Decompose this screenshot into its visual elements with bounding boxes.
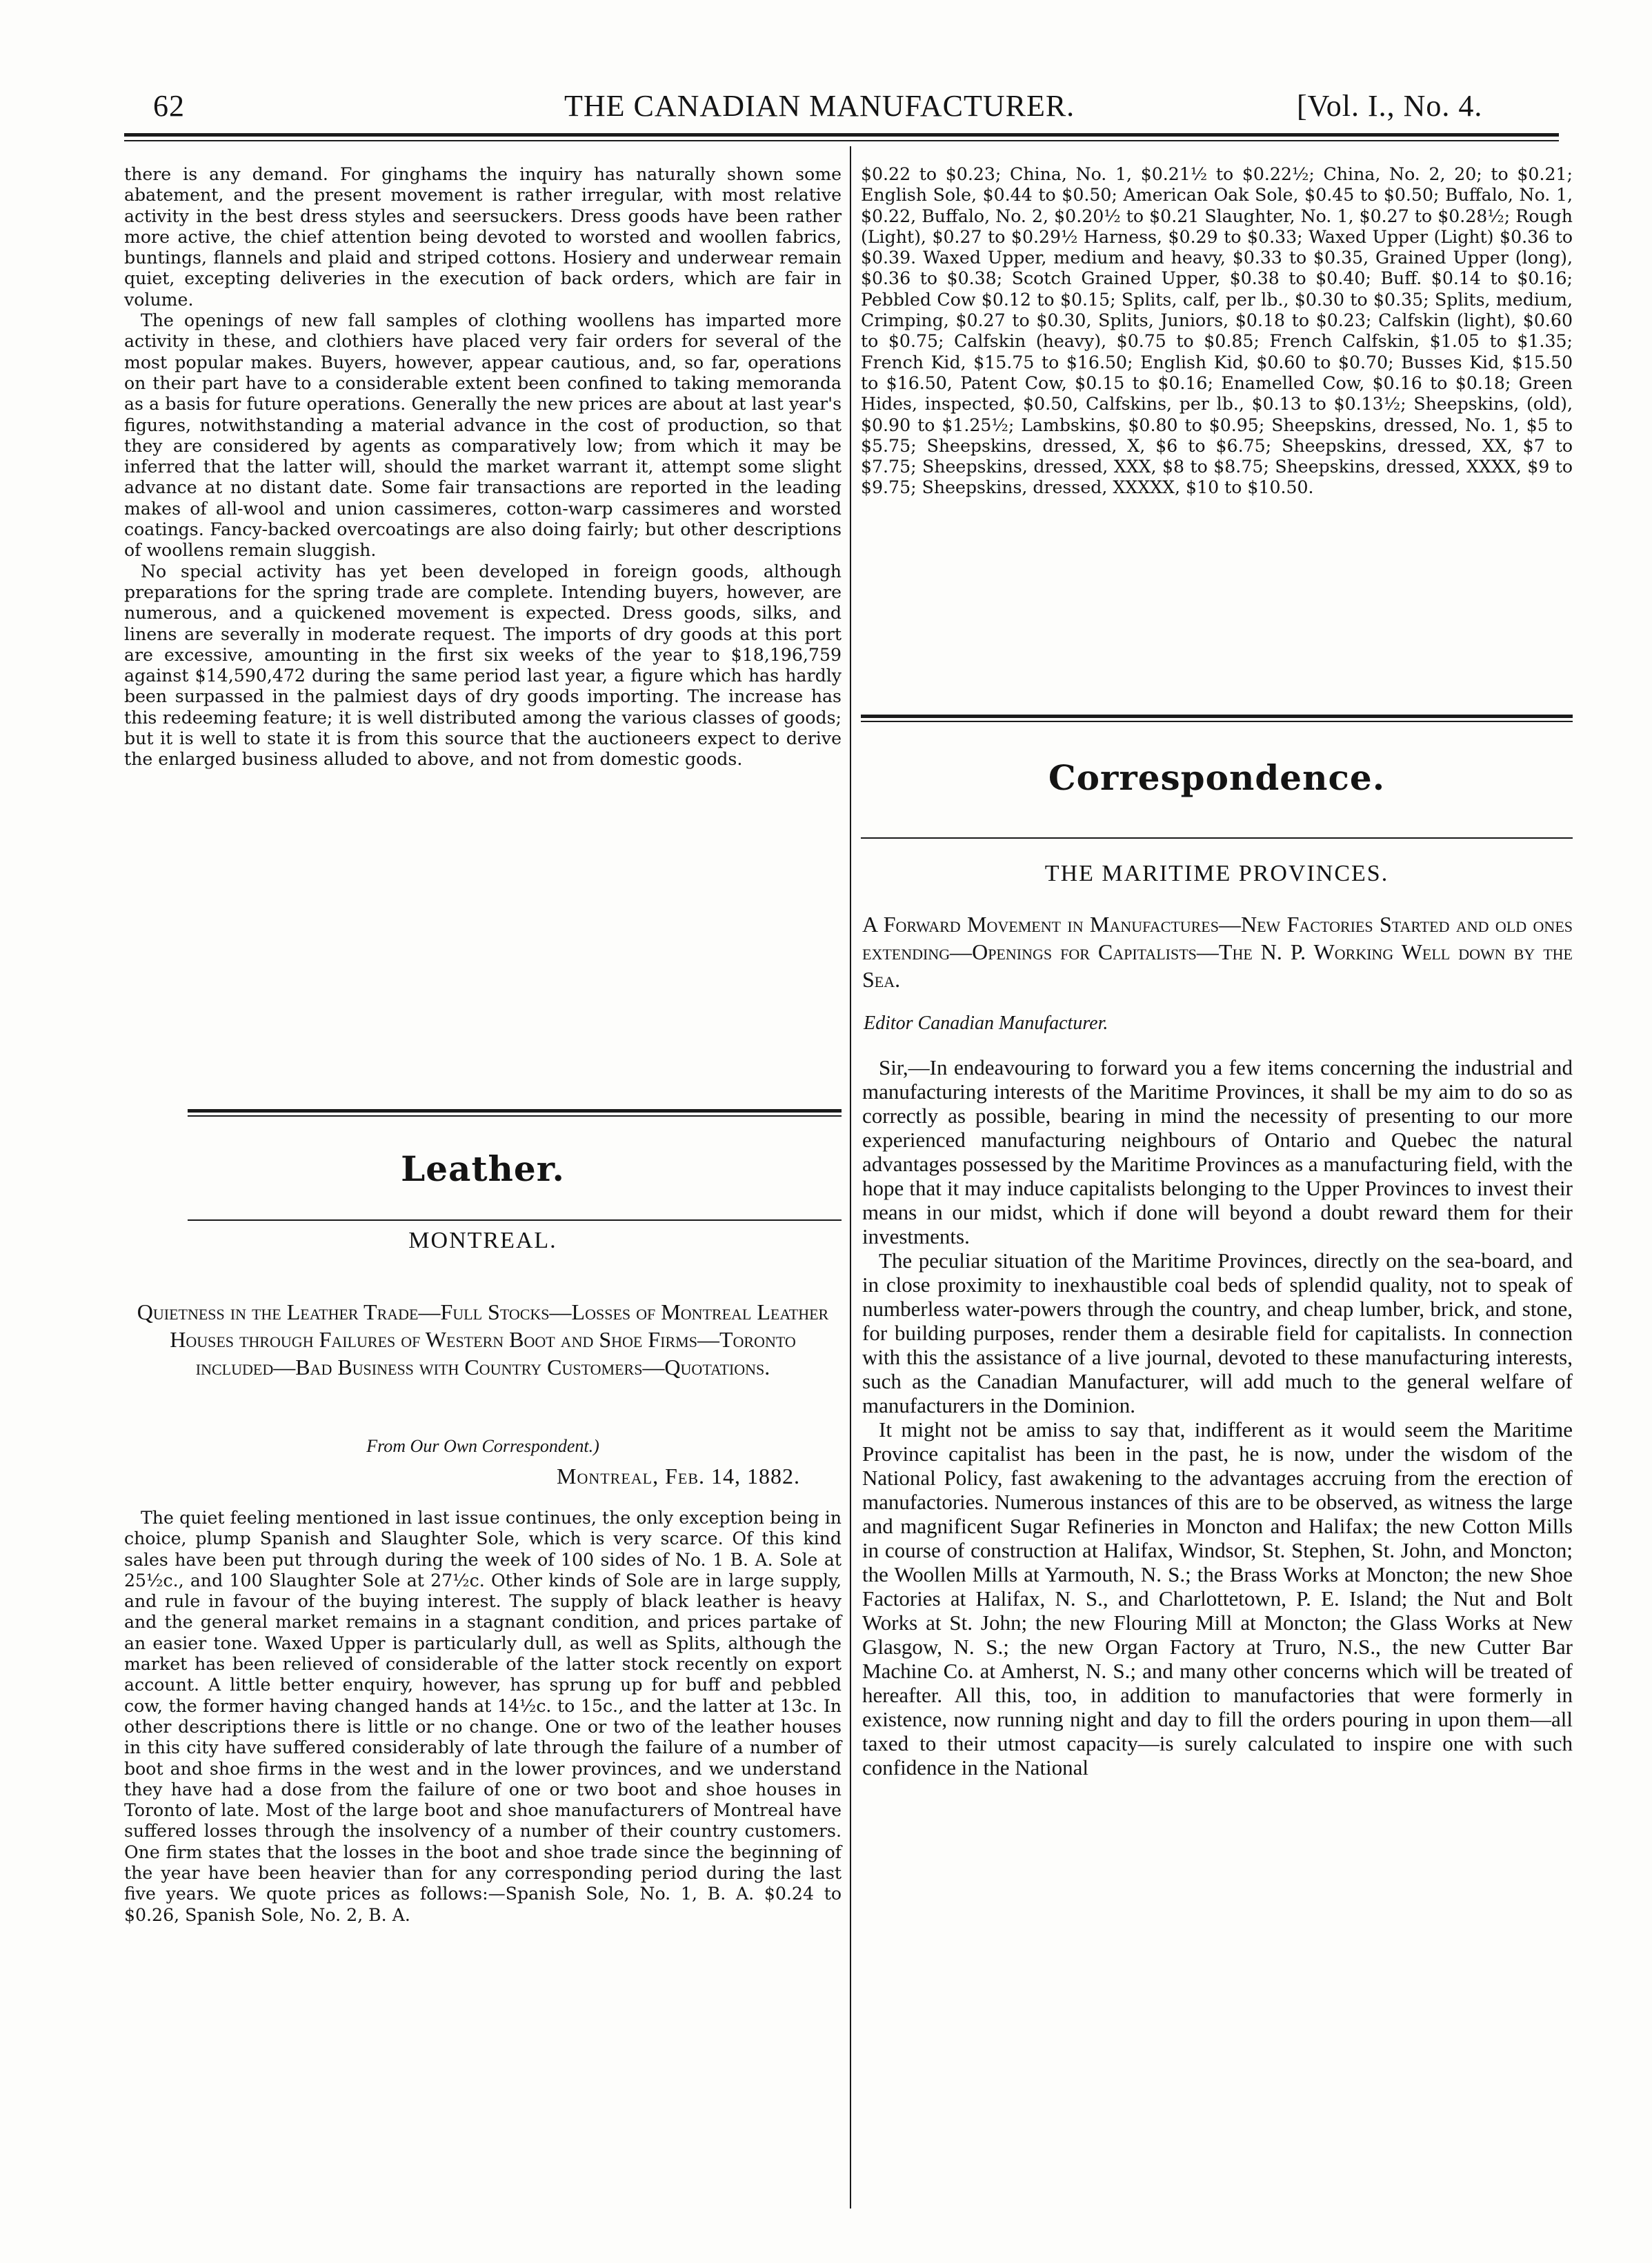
letter-paragraph: It might not be amiss to say that, indifferent as it would seem the Maritime Province capitalist has been in the past, he is now, under the wisdom of the National Policy, fast awakening to the advantages accruing from the erection of manufactories. Numerous instances of this are to be observed, as witness the large and magnificent Sugar Refineries in Moncton and Halifax; the new Cotton Mills in course of construction at Halifax, Windsor, St. Stephen, St. John, and Moncton; the Woollen Mills at Yarmouth, N. S.; the Brass Works at Moncton; the new Shoe Factories at Halifax, N. S., and Charlottetown, P. E. Island; the Nut and Bolt Works at St. John; the new Flouring Mill at Moncton; the Glass Works at New Glasgow, N. S.; the new Organ Factory at Truro, N.S., the new Cutter Bar Machine Co. at Amherst, N. S.; and many other concerns which will be treated of hereafter. All this, too, in addition to manufactories that were formerly in existence, now running night and day to fill the orders pouring in upon them—all taxed to their utmost capacity—is surely calculated to inspire one with such confidence in the National bbox=[862, 1417, 1573, 1780]
page-number: 62 bbox=[153, 89, 185, 123]
quotations-paragraph: $0.22 to $0.23; China, No. 1, $0.21½ to $0.22½; China, No. 2, 20; to $0.21; English Sole, $0.44 to $0.50; American Oak Sole, $0.45 to $0.50; Buffalo, No. 1, $0.22, Buffalo, No. 2, $0.20½ to $0.21 Slaughter, No. 1, $0.27 to $0.28½; Rough (Light), $0.27 to $0.29½ Harness, $0.29 to $0.33; Waxed Upper (Light) $0.36 to $0.39. Waxed Upper, medium and heavy, $0.33 to $0.35, Grained Upper (long), $0.36 to $0.38; Scotch Grained Upper, $0.38 to $0.40; Buff. $0.14 to $0.16; Pebbled Cow $0.12 to $0.15; Splits, calf, per lb., $0.30 to $0.35; Splits, medium, Crimping, $0.27 to $0.30, Splits, Juniors, $0.18 to $0.23; Calfskin (light), $0.60 to $0.75; Calfskin (heavy), $0.75 to $0.85; French Calfskin, $1.05 to $1.35; French Kid, $15.75 to $16.50; English Kid, $0.60 to $0.70; Busses Kid, $15.50 to $16.50, Patent Cow, $0.15 to $0.16; Enamelled Cow, $0.16 to $0.18; Green Hides, inspected, $0.50, Calfskins, per lb., $0.13 to $0.13½; Sheepskins, (old), $0.90 to $1.25½; Lambskins, $0.80 to $0.95; Sheepskins, dressed, No. 1, $5 to $5.75; Sheepskins, dressed, X, $6 to $6.75; Sheepskins, dressed, XX, $7 to $7.75; Sheepskins, dressed, XXX, $8 to $8.75; Sheepskins, dressed, XXXX, $9 to $9.75; Sheepskins, dressed, XXXXX, $10 to $10.50. bbox=[861, 164, 1573, 498]
dry-goods-article bbox=[124, 164, 842, 770]
correspondence-section-title: Correspondence. bbox=[1048, 757, 1386, 798]
leather-city-heading: MONTREAL. bbox=[408, 1228, 557, 1253]
editor-salutation: Editor Canadian Manufacturer. bbox=[864, 1013, 1108, 1034]
letter-paragraph: Sir,—In endeavouring to forward you a few items concerning the industrial and manufacturing interests of the Maritime Provinces, it shall be my aim to do so as correctly as possible, bearing in mind the necessity of presenting to our more experienced manufacturing neighbours of Ontario and Quebec the natural advantages possessed by the Maritime Provinces as a manufacturing field, with the hope that it may induce capitalists belonging to the Upper Provinces to invest their means in our midst, which if done will beyond a doubt reward them for their investments. bbox=[862, 1055, 1573, 1248]
dry-goods-paragraph: The openings of new fall samples of clothing woollens has imparted more activity in these, and clothiers have placed very fair orders for several of the most popular makes. Buyers, however, appear cautious, and, so far, operations on their part have to a considerable extent been confined to taking memoranda as a basis for future operations. Generally the new prices are about at last year's figures, notwithstanding a material advance in the cost of production, so that they are considered by agents as comparatively low; from which it may be inferred that the latter will, should the market warrant it, attempt some slight advance at no distant date. Some fair transactions are reported in the leading makes of all-wool and union cassimeres, cotton-warp cassimeres and worsted coatings. Fancy-backed overcoatings are also doing fairly; but other descriptions of woollens remain sluggish. bbox=[124, 310, 842, 561]
volume-number: [Vol. I., No. 4. bbox=[1297, 89, 1483, 123]
section-rule-thin bbox=[188, 1115, 842, 1117]
leather-quotations-continued bbox=[861, 164, 1573, 499]
leather-subheading: Quietness in the Leather Trade—Full Stocks—Losses of Montreal Leather Houses through Failures of Western Boot and Shoe Firms—Toronto included—Bad Business with Country Customers—Quotations. bbox=[137, 1299, 829, 1379]
leather-byline: From Our Own Correspondent.) bbox=[366, 1436, 599, 1456]
letter-paragraph: The peculiar situation of the Maritime Provinces, directly on the sea-board, and in close proximity to inexhaustible coal beds of splendid quality, not to speak of numberless water-powers through the country, and cheap lumber, brick, and stone, for building purposes, render them a desirable field for capitalists. In connection with this the assistance of a live journal, devoted to these manufacturing interests, such as the Canadian Manufacturer, will add much to the general welfare of manufacturers in the Dominion. bbox=[862, 1248, 1573, 1417]
leather-title-rule bbox=[188, 1219, 842, 1221]
leather-section-title: Leather. bbox=[401, 1148, 565, 1189]
journal-title: THE CANADIAN MANUFACTURER. bbox=[564, 89, 1075, 123]
dry-goods-paragraph: No special activity has yet been developed in foreign goods, although preparations for the spring trade are complete. Intending buyers, however, are numerous, and a quickened movement is expected. Dress goods, silks, and linens are severally in moderate request. The imports of dry goods at this port are excessive, amounting in the first six weeks of the year to $18,196,759 against $14,590,472 during the same period last year, a figure which has hardly been surpassed in the palmiest days of dry goods importing. The increase has this redeeming feature; it is well distributed among the various classes of goods; but it is well to state it is from this source that the auctioneers expect to derive the enlarged business alluded to above, and not from domestic goods. bbox=[124, 561, 842, 770]
leather-body-paragraph: The quiet feeling mentioned in last issue continues, the only exception being in choice, plump Spanish and Slaughter Sole, which is very scarce. Of this kind sales have been put through during the week of 100 sides of No. 1 B. A. Sole at 25½c., and 100 Slaughter Sole at 27½c. Other kinds of Sole are in large supply, and rule in favour of the buying interest. The supply of black leather is heavy and the general market remains in a stagnant condition, and prices partake of an easier tone. Waxed Upper is particularly dull, as well as Splits, although the market has been relieved of considerable of the latter stock recently on export account. A little better enquiry, however, has sprung up for buff and pebbled cow, the former having changed hands at 14½c. to 15c., and the latter at 13c. In other descriptions there is little or no change. One or two of the leather houses in this city have suffered considerably of late through the failure of a number of boot and shoe firms in the west and in the lower provinces, and we understand they have had a dose from the failure of one or two boot and shoe houses in Toronto of late. Most of the large boot and shoe manufacturers of Montreal have suffered losses through the insolvency of a number of their country customers. One firm states that the losses in the boot and shoe trade since the beginning of the year have been heavier than for any corresponding period during the last five years. We quote prices as follows:—Spanish Sole, No. 1, B. A. $0.24 to $0.26, Spanish Sole, No. 2, B. A. bbox=[124, 1508, 842, 1925]
leather-dateline: Montreal, Feb. 14, 1882. bbox=[556, 1464, 800, 1488]
correspondence-letter-body bbox=[862, 1055, 1573, 1780]
maritime-subheading: A Forward Movement in Manufactures—New Factories Started and old ones extending—Openings for Capitalists—The N. P. Working Well down by the Sea. bbox=[862, 912, 1573, 992]
leather-article-body bbox=[124, 1508, 842, 1926]
correspondence-rule-thin bbox=[861, 721, 1573, 722]
dry-goods-paragraph: there is any demand. For ginghams the inquiry has naturally shown some abatement, and the present movement is rather irregular, with most relative activity in the best dress styles and seersuckers. Dress goods have been rather more active, the chief attention being devoted to worsted and woollen fabrics, buntings, flannels and plaid and striped cottons. Hosiery and underwear remain quiet, excepting deliveries in the execution of back orders, which are fair in volume. bbox=[124, 164, 842, 310]
maritime-heading: THE MARITIME PROVINCES. bbox=[1044, 861, 1389, 886]
header-rule-thin bbox=[124, 140, 1559, 141]
correspondence-title-rule bbox=[861, 837, 1573, 839]
header-rule-thick bbox=[124, 133, 1559, 137]
column-divider bbox=[850, 146, 851, 2209]
section-rule-thick bbox=[188, 1109, 842, 1113]
correspondence-rule-thick bbox=[861, 715, 1573, 718]
